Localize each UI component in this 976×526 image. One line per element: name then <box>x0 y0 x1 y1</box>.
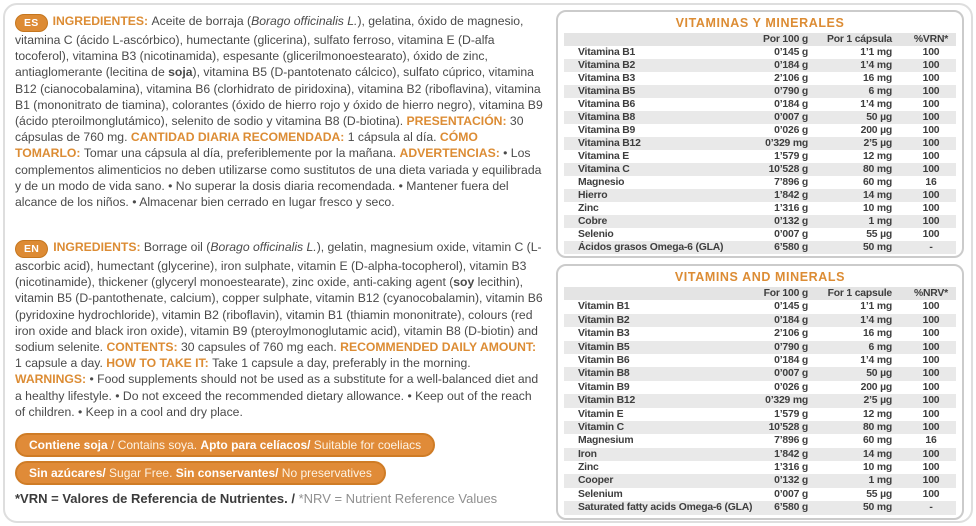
value-per-capsule: 60 mg <box>862 177 892 188</box>
value-per-capsule: 10 mg <box>862 203 892 214</box>
value-nrv: 100 <box>922 381 940 393</box>
section-label: HOW TO TAKE IT: <box>106 356 213 371</box>
sugar-free-pill <box>15 461 386 485</box>
value-nrv: 16 <box>925 435 937 447</box>
value-nrv: 100 <box>922 488 940 500</box>
nutrient-name: Vitamin B8 <box>578 368 630 380</box>
nutrient-name: Vitamina B2 <box>578 60 636 71</box>
ingredients-paragraph-en <box>15 239 544 420</box>
value-per-capsule: 10 mg <box>862 462 892 474</box>
header-spacer <box>564 287 736 300</box>
nutrient-name: Vitamina B6 <box>578 99 636 110</box>
table-row <box>564 98 956 111</box>
section-label: PRESENTACIÓN: <box>406 114 510 129</box>
value-per-100g: 1’842 g <box>774 190 808 201</box>
table-row <box>564 111 956 124</box>
value-per-capsule: 80 mg <box>862 421 892 433</box>
value-per-100g: 0’132 g <box>774 216 808 227</box>
value-nrv: 100 <box>922 99 940 110</box>
nutrient-name: Vitamin B3 <box>578 328 630 340</box>
nutrient-name: Vitamin B6 <box>578 354 630 366</box>
nutrient-name: Vitamina B9 <box>578 125 636 136</box>
vitamins-table-en-title: VITAMINS AND MINERALS <box>674 270 846 284</box>
nutrient-name: Vitamina C <box>578 164 630 175</box>
header-nrv: %NRV* <box>913 288 949 299</box>
value-per-capsule: 1’4 mg <box>860 354 892 366</box>
nutrient-name: Zinc <box>578 462 599 474</box>
value-per-100g: 0’132 g <box>774 475 808 487</box>
text-segment: Borago officinalis L. <box>251 14 358 28</box>
value-per-capsule: 1’4 mg <box>860 99 892 110</box>
nutrient-name: Vitamina B8 <box>578 112 636 123</box>
value-nrv: 100 <box>922 151 940 162</box>
vitamins-table-en-body <box>564 287 956 515</box>
table-row <box>564 354 956 367</box>
nutrient-name: Cobre <box>578 216 608 227</box>
value-per-100g: 10’528 g <box>768 421 808 433</box>
value-per-capsule: 1’4 mg <box>860 314 892 326</box>
table-row <box>564 341 956 354</box>
es-language-badge: ES <box>15 14 48 32</box>
value-per-100g: 0’184 g <box>774 60 808 71</box>
value-nrv: 100 <box>922 328 940 340</box>
value-per-100g: 0’007 g <box>774 229 808 240</box>
table-row <box>564 124 956 137</box>
text-segment: ), vitamina B5 (D-pantotenato cálcico), sulfato cúprico, vitamina B12 (cianocobalamina), vitamina B6 (clorhidrato de piridoxina), vitamina B2 (riboflavina), vitamina B1 (mononitrato de tiamina), colorantes (óxido de hierro rojo y óxido de hierro negro), vitamina B9 (ácido pteroilmonglutámico), selenito de sodio y vitamina B8 (D-biotina). <box>15 65 543 129</box>
vitamins-table-en <box>556 264 964 520</box>
ingredients-paragraph-es <box>15 13 544 210</box>
value-per-capsule: 16 mg <box>862 73 892 84</box>
nutrient-name: Vitamina B5 <box>578 86 636 97</box>
table-row <box>564 202 956 215</box>
value-per-capsule: 16 mg <box>862 328 892 340</box>
table-row <box>564 501 956 514</box>
text-segment: ), gelatina, óxido de magnesio, vitamina C (ácido L-ascórbico), humectante (glicerina), sulfato ferroso, vitamina E (D-alfa tocoferol), vitamina B3 (nicotinamida), espesante (glicerilmonoestearato), óxido de zinc, antiaglomerante (lecitina de <box>15 14 524 80</box>
value-nrv: 100 <box>922 314 940 326</box>
value-per-100g: 0’007 g <box>774 368 808 380</box>
table-row <box>564 228 956 241</box>
header-per-100g: For 100 g <box>763 288 808 299</box>
nutrient-name: Magnesium <box>578 435 634 447</box>
value-nrv: 100 <box>922 203 940 214</box>
nutrient-name: Vitamin B5 <box>578 341 630 353</box>
value-per-capsule: 55 µg <box>866 488 892 500</box>
vitamins-table-es-body <box>564 33 956 254</box>
text-segment: No preservatives <box>278 466 372 480</box>
table-row <box>564 241 956 254</box>
table-row <box>564 327 956 340</box>
value-per-100g: 2’106 g <box>774 328 808 340</box>
table-row <box>564 215 956 228</box>
value-per-100g: 0’007 g <box>774 488 808 500</box>
value-per-100g: 0’329 mg <box>765 138 808 149</box>
text-segment: ), gelatin, magnesium oxide, vitamin C (L-ascorbic acid), humectant (glycerine), iron sulphate, vitamin E (D-alpha-tocopherol), vitamin B3 (nicotinamide), thickener (glyceryl monoestearate), zinc oxide, anti-caking agent ( <box>15 240 542 290</box>
text-segment: 30 cápsulas de 760 mg. <box>15 114 524 145</box>
value-per-100g: 10’528 g <box>768 164 808 175</box>
table-row <box>564 176 956 189</box>
value-nrv: 100 <box>922 125 940 136</box>
text-segment: 1 capsule a day. <box>15 356 107 371</box>
value-per-100g: 0’790 g <box>774 341 808 353</box>
nutrient-name: Vitamin B2 <box>578 314 630 326</box>
value-nrv: 100 <box>922 462 940 474</box>
value-per-100g: 0’790 g <box>774 86 808 97</box>
text-segment: Suitable for coeliacs <box>310 438 422 452</box>
value-per-capsule: 55 µg <box>866 229 892 240</box>
value-nrv: 100 <box>922 47 940 58</box>
table-row <box>564 421 956 434</box>
table-header-row <box>564 287 956 300</box>
nutrient-name: Vitamin B12 <box>578 395 636 407</box>
value-nrv: 100 <box>922 60 940 71</box>
value-per-capsule: 2’5 µg <box>863 395 892 407</box>
value-nrv: 100 <box>922 164 940 175</box>
header-per-capsule: Por 1 cápsula <box>827 34 892 45</box>
text-segment: lecithin), vitamin B5 (D-pantothenate, calcium), copper sulphate, vitamin B12 (cyanocobalamin), vitamin B6 (pyridoxine hydrochloride), vitamin B2 (riboflavin), vitamin B1 (thiamin mononitrate), colours (red iron oxide and black iron oxide), vitamin B9 (pteroylmonoglutamic acid), vitamin B8 (D-biotin) and sodium selenite. <box>15 275 543 355</box>
value-per-capsule: 6 mg <box>868 341 892 353</box>
value-nrv: 100 <box>922 475 940 487</box>
value-per-100g: 0’329 mg <box>765 395 808 407</box>
value-nrv: 100 <box>922 86 940 97</box>
header-per-capsule: For 1 capsule <box>827 288 892 299</box>
table-row <box>564 488 956 501</box>
table-row <box>564 137 956 150</box>
text-segment: Contiene soja <box>29 438 108 452</box>
table-row <box>564 408 956 421</box>
value-per-100g: 0’026 g <box>774 381 808 393</box>
table-row <box>564 314 956 327</box>
value-per-capsule: 2’5 µg <box>863 138 892 149</box>
nutrient-name: Vitamin B9 <box>578 381 630 393</box>
nutrient-name: Iron <box>578 448 597 460</box>
value-per-100g: 0’184 g <box>774 99 808 110</box>
value-per-capsule: 1 mg <box>868 216 892 227</box>
nutrient-name: Vitamin C <box>578 421 624 433</box>
text-segment: / Contains soya. <box>107 438 201 452</box>
text-segment: Sugar Free. <box>105 466 176 480</box>
value-per-capsule: 1’4 mg <box>860 60 892 71</box>
value-per-capsule: 80 mg <box>862 164 892 175</box>
value-per-100g: 2’106 g <box>774 73 808 84</box>
text-segment: Tomar una cápsula al día, preferiblemente por la mañana. <box>83 146 400 161</box>
value-per-capsule: 6 mg <box>868 86 892 97</box>
value-nrv: 16 <box>925 177 937 188</box>
value-nrv: 100 <box>922 448 940 460</box>
nutrient-name: Ácidos grasos Omega-6 (GLA) <box>578 242 724 253</box>
table-row <box>564 72 956 85</box>
value-nrv: 100 <box>922 190 940 201</box>
section-label: RECOMMENDED DAILY AMOUNT: <box>340 340 537 355</box>
value-per-capsule: 50 mg <box>862 502 892 514</box>
text-segment: Take 1 capsule a day, preferably in the morning. <box>212 356 471 371</box>
table-row <box>564 300 956 313</box>
text-segment: 30 capsules of 760 mg each. <box>180 340 341 355</box>
value-nrv: 100 <box>922 421 940 433</box>
value-per-capsule: 200 µg <box>860 125 892 136</box>
value-nrv: 100 <box>922 73 940 84</box>
value-per-100g: 0’026 g <box>774 125 808 136</box>
nutrient-name: Vitamina E <box>578 151 629 162</box>
vitamins-table-es-title: VITAMINAS Y MINERALES <box>675 16 845 30</box>
value-per-capsule: 50 mg <box>862 242 892 253</box>
value-nrv: 100 <box>922 341 940 353</box>
nutrient-name: Vitamin B1 <box>578 301 630 313</box>
value-nrv: 100 <box>922 112 940 123</box>
allergen-pill <box>15 433 435 457</box>
value-nrv: - <box>929 242 933 253</box>
text-segment: Borago officinalis L. <box>210 240 317 254</box>
table-row <box>564 189 956 202</box>
reference-footnote <box>15 491 497 506</box>
value-per-100g: 1’579 g <box>774 151 808 162</box>
section-label: WARNINGS: <box>15 372 90 387</box>
section-label: CÓMO TOMARLO: <box>15 130 478 161</box>
section-label: INGREDIENTES: <box>52 14 152 28</box>
ingredients-text-es <box>15 14 543 209</box>
value-nrv: 100 <box>922 408 940 420</box>
table-row <box>564 448 956 461</box>
value-per-capsule: 12 mg <box>862 408 892 420</box>
value-per-capsule: 1’1 mg <box>860 301 892 313</box>
section-label: ADVERTENCIAS: <box>399 146 504 161</box>
value-per-100g: 1’579 g <box>774 408 808 420</box>
text-segment: soy <box>453 275 475 290</box>
nutrient-name: Selenio <box>578 229 614 240</box>
table-row <box>564 46 956 59</box>
text-segment: 1 cápsula al día. <box>347 130 440 145</box>
nutrient-name: Saturated fatty acids Omega-6 (GLA) <box>578 502 753 514</box>
nutrient-name: Selenium <box>578 488 623 500</box>
table-row <box>564 381 956 394</box>
value-per-capsule: 50 µg <box>866 112 892 123</box>
value-per-capsule: 60 mg <box>862 435 892 447</box>
table-header-row <box>564 33 956 46</box>
value-nrv: 100 <box>922 229 940 240</box>
nutrient-name: Vitamina B1 <box>578 47 636 58</box>
nutrient-name: Hierro <box>578 190 608 201</box>
header-spacer <box>564 33 736 46</box>
value-nrv: 100 <box>922 368 940 380</box>
text-segment: Borrage oil ( <box>143 240 211 254</box>
table-row <box>564 394 956 407</box>
value-per-100g: 7’896 g <box>774 435 808 447</box>
value-per-capsule: 1 mg <box>868 475 892 487</box>
value-per-capsule: 1’1 mg <box>860 47 892 58</box>
table-row <box>564 461 956 474</box>
table-row <box>564 367 956 380</box>
value-per-100g: 6’580 g <box>774 242 808 253</box>
value-nrv: 100 <box>922 354 940 366</box>
value-nrv: 100 <box>922 216 940 227</box>
value-per-capsule: 14 mg <box>862 190 892 201</box>
value-per-100g: 7’896 g <box>774 177 808 188</box>
value-nrv: 100 <box>922 301 940 313</box>
table-row <box>564 474 956 487</box>
footnote-nrv: *NRV = Nutrient Reference Values <box>298 491 498 506</box>
table-row <box>564 434 956 447</box>
text-segment: Aceite de borraja ( <box>151 14 252 28</box>
value-per-100g: 1’316 g <box>774 462 808 474</box>
nutrient-name: Zinc <box>578 203 599 214</box>
table-row <box>564 163 956 176</box>
value-per-100g: 1’842 g <box>774 448 808 460</box>
section-label: INGREDIENTS: <box>53 240 144 254</box>
text-segment: • Los complementos alimenticios no deben utilizarse como sustitutos de una dieta variada y equilibrada y de un modo de vida sano. • No superar la dosis diaria recomendada. • Mantener fuera del alcance de los niños. • Almacenar bien cerrado en lugar fresco y seco. <box>15 146 542 210</box>
nutrient-name: Vitamin E <box>578 408 624 420</box>
nutrient-name: Vitamina B3 <box>578 73 636 84</box>
footnote-vrn: *VRN = Valores de Referencia de Nutrientes. / <box>15 491 299 506</box>
nutrient-name: Cooper <box>578 475 614 487</box>
header-nrv: %VRN* <box>913 34 949 45</box>
vitamins-table-es <box>556 10 964 258</box>
text-segment: soja <box>168 65 193 80</box>
section-label: CANTIDAD DIARIA RECOMENDADA: <box>130 130 348 145</box>
table-row <box>564 59 956 72</box>
value-per-capsule: 200 µg <box>860 381 892 393</box>
value-per-capsule: 14 mg <box>862 448 892 460</box>
en-language-badge: EN <box>15 240 48 258</box>
header-per-100g: Por 100 g <box>763 34 808 45</box>
value-per-100g: 1’316 g <box>774 203 808 214</box>
value-per-100g: 0’184 g <box>774 354 808 366</box>
value-nrv: 100 <box>922 138 940 149</box>
ingredients-text-en <box>15 240 543 419</box>
value-per-capsule: 50 µg <box>866 368 892 380</box>
value-per-100g: 0’184 g <box>774 314 808 326</box>
nutrient-name: Magnesio <box>578 177 625 188</box>
value-nrv: - <box>929 502 933 514</box>
text-segment: Sin conservantes/ <box>175 466 279 480</box>
text-segment: Sin azúcares/ <box>29 466 106 480</box>
table-row <box>564 150 956 163</box>
table-row <box>564 85 956 98</box>
section-label: CONTENTS: <box>106 340 181 355</box>
value-per-100g: 0’145 g <box>774 301 808 313</box>
value-per-capsule: 12 mg <box>862 151 892 162</box>
value-nrv: 100 <box>922 395 940 407</box>
value-per-100g: 0’145 g <box>774 47 808 58</box>
text-segment: • Food supplements should not be used as a substitute for a well-balanced diet and a healthy lifestyle. • Do not exceed the recommended dietary allowance. • Keep out of the reach of children. • Keep in a cool and dry place. <box>15 372 539 419</box>
value-per-100g: 6’580 g <box>774 502 808 514</box>
value-per-100g: 0’007 g <box>774 112 808 123</box>
text-segment: Apto para celíacos/ <box>200 438 311 452</box>
nutrient-name: Vitamina B12 <box>578 138 641 149</box>
